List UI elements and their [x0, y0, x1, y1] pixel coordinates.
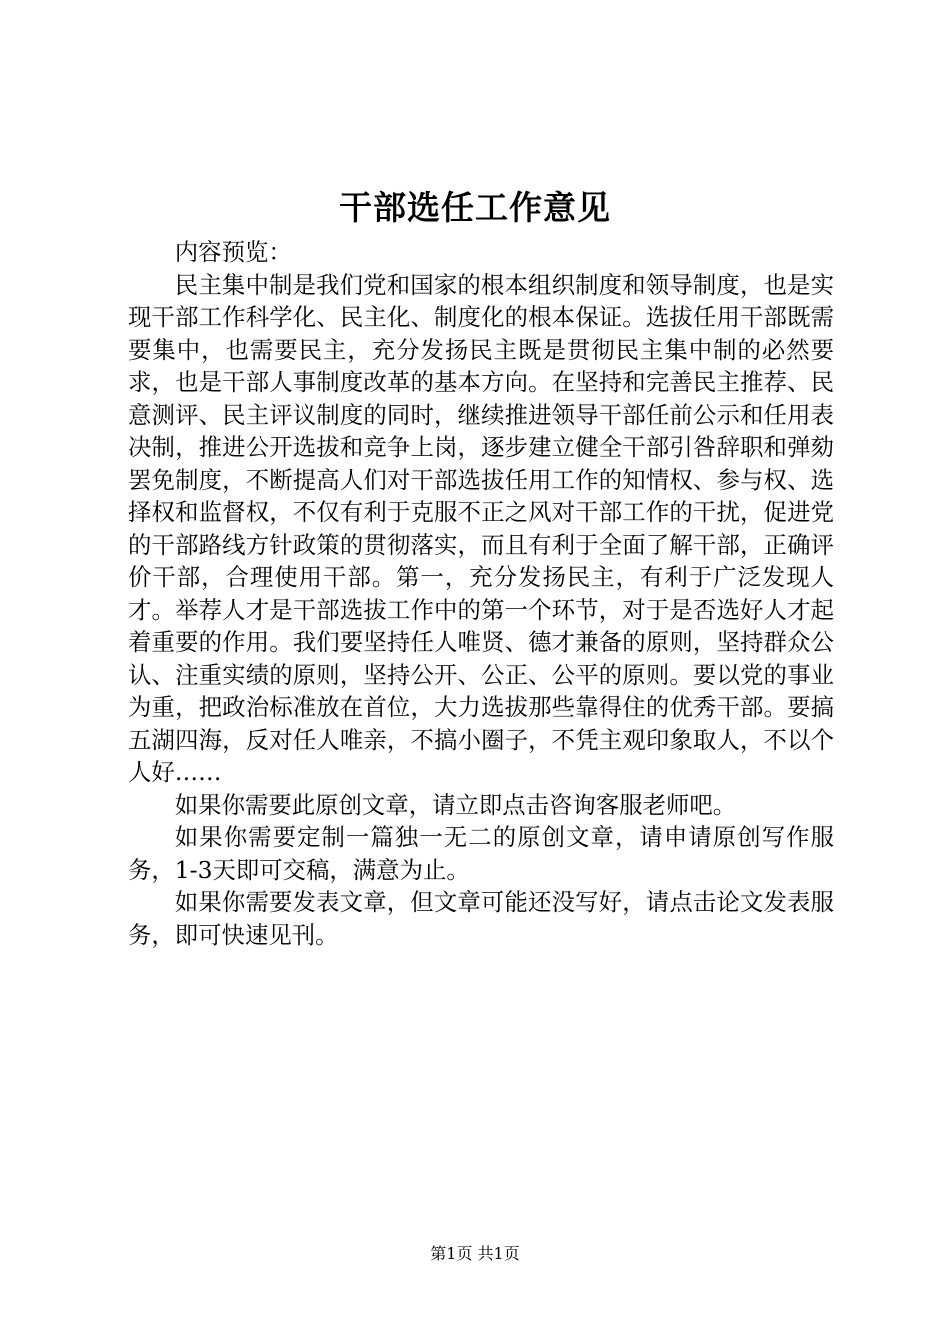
document-body [128, 236, 834, 951]
publish-note: 如果你需要发表文章，但文章可能还没写好，请点击论文发表服务，即可快速见刊。 [128, 888, 834, 949]
consult-note: 如果你需要此原创文章，请立即点击咨询客服老师吧。 [174, 790, 737, 819]
custom-writing-note: 如果你需要定制一篇独一无二的原创文章，请申请原创写作服务，1-3天即可交稿，满意为止。 [128, 823, 834, 884]
page-number: 第1页 共1页 [430, 1244, 520, 1263]
main-paragraph: 民主集中制是我们党和国家的根本组织制度和领导制度，也是实现干部工作科学化、民主化、制度化的根本保证。选拔任用干部既需要集中，也需要民主，充分发扬民主既是贯彻民主集中制的必然要求，也是干部人事制度改革的基本方向。在坚持和完善民主推荐、民意测评、民主评议制度的同时，继续推进领导干部任前公示和任用表决制，推进公开选拔和竞争上岗，逐步建立健全干部引咎辞职和弹劾罢免制度，不断提高人们对干部选拔任用工作的知情权、参与权、选择权和监督权，不仅有利于克服不正之风对干部工作的干扰，促进党的干部路线方针政策的贯彻落实，而且有利于全面了解干部，正确评价干部，合理使用干部。第一，充分发扬民主，有利于广泛发现人才。举荐人才是干部选拔工作中的第一个环节，对于是否选好人才起着重要的作用。我们要坚持任人唯贤、德才兼备的原则，坚持群众公认、注重实绩的原则，坚持公开、公正、公平的原则。要以党的事业为重，把政治标准放在首位，大力选拔那些靠得住的优秀干部。要搞五湖四海，反对任人唯亲，不搞小圈子，不凭主观印象取人，不以个人好…… [128, 270, 834, 786]
preview-label: 内容预览： [174, 238, 292, 266]
document-title: 干部选任工作意见 [339, 188, 611, 227]
